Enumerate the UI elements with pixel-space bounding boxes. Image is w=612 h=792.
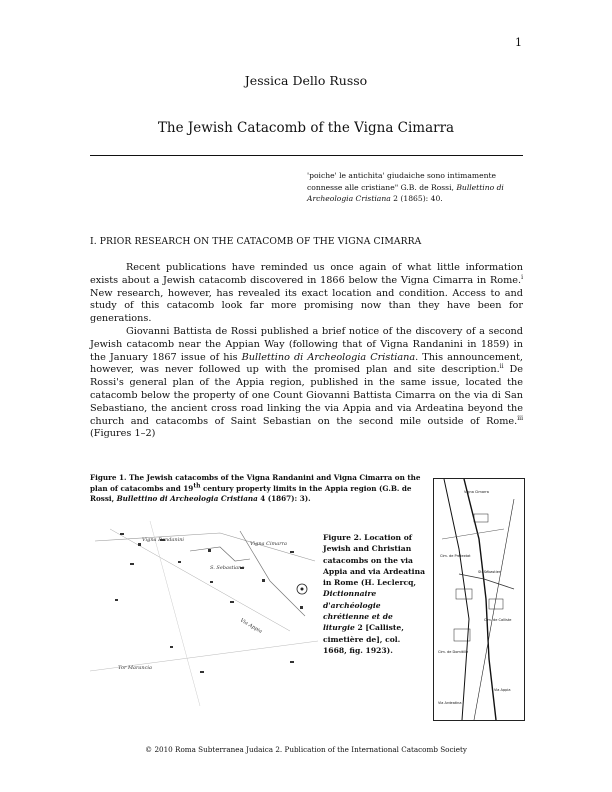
endnote-ref-iii[interactable]: iii — [517, 414, 523, 422]
figure-2-caption-journal: Dictionnaire d'archéologie chrétienne et de liturgie — [323, 589, 393, 633]
paragraph-1-text-b: New research, however, has revealed its exact location and condition. Access to and study of this catacomb look far more promising now than they have been for generations. — [90, 287, 523, 325]
figure-2-caption — [323, 532, 425, 656]
author-name: Jessica Dello Russo — [244, 73, 368, 88]
map-label-via-appia: Via Appia — [239, 617, 264, 635]
paragraph-1 — [90, 262, 523, 326]
map-label-cim-calliste: Cim. de Calliste — [484, 618, 512, 622]
map-label-vigna-randanini: Vigna Randanini — [142, 537, 185, 543]
paragraph-2-text-d: (Figures 1–2) — [90, 428, 156, 440]
page-number: 1 — [515, 36, 522, 49]
paragraph-1-text-a: Recent publications have reminded us once again of what little information exists about a Jewish catacomb discovered in 1866 below the Vigna Cimarra in Rome. — [90, 262, 523, 286]
endnote-ref-i[interactable]: i — [521, 273, 523, 281]
map-label-cim-praetextat: Cim. de Prétextat — [440, 554, 471, 558]
map-label-vigna-cimarra: Vigna Cimarra — [250, 541, 288, 547]
epigraph — [307, 170, 529, 205]
figure-2-caption-a: Figure 2. Location of Jewish and Christian catacombs on the via Appia and via Ardeatina in Rome (H. Leclercq, — [323, 533, 426, 588]
figure-2-map — [433, 478, 525, 721]
map-label-via-appia: Via Appia — [494, 688, 511, 692]
figure-1-caption-a: Figure 1. The Jewish catacombs of the Vigna Randanini and Vigna Cimarra on the plan of catacombs and 19 — [90, 473, 421, 493]
endnote-ref-ii[interactable]: ii — [499, 363, 504, 371]
figure-1-caption — [90, 473, 422, 505]
figure-1-caption-b: century property limits in the Appia region (G.B. de Rossi, — [90, 483, 412, 503]
footer-copyright: © 2010 Roma Subterranea Judaica 2. Publication of the International Catacomb Society — [144, 745, 467, 754]
map-label-cim-domitille: Cim. de Domitille — [438, 650, 469, 654]
paragraph-2-journal: Bullettino di Archeologia Cristiana — [241, 351, 416, 363]
epigraph-citation: 2 (1865): 40. — [393, 194, 443, 203]
map-label-vigna-cimarra: Vigna Cimarra — [464, 490, 489, 494]
figure-1-caption-journal: Bullettino di Archeologia Cristiana — [116, 494, 258, 503]
figure-1-map — [90, 521, 318, 706]
paragraph-2-text-a: Giovanni Battista de Rossi published a brief notice of the discovery of a second Jewish catacomb near the Appian Way (following that of Vigna Randanini in 1859) in the January 1867 issue of his — [90, 325, 523, 363]
vigna-cimarra-marker-dot — [301, 588, 304, 591]
epigraph-journal: Bullettino di Archeologia Cristiana — [307, 182, 504, 203]
map-label-via-ardeatina: Via Ardeatina — [438, 701, 462, 705]
figure-1-caption-c: 4 (1867): 3). — [257, 494, 311, 503]
map-label-s-sebastiano: S. Sebastiano — [210, 565, 245, 571]
epigraph-quote: 'poiche' le antichita' giudaiche sono intimamente connesse alle cristiane" G.B. de Rossi, — [307, 171, 497, 192]
section-heading: I. PRIOR RESEARCH ON THE CATACOMB OF THE VIGNA CIMARRA — [90, 236, 422, 247]
title-rule — [90, 155, 523, 156]
map-label-tor-marancia: Tor Marancia — [118, 665, 153, 671]
figure-2-caption-b: 2 [Calliste, cimetière de], col. 1668, fig. 1923). — [323, 623, 404, 655]
paragraph-2 — [90, 326, 523, 441]
body-text — [90, 262, 523, 441]
figure-1-caption-sup: th — [193, 482, 201, 490]
paragraph-2-text-c: De Rossi's general plan of the Appia region, published in the same issue, located the catacomb below the property of one Count Giovanni Battista Cimarra on the via di San Sebastiano, the ancient cross road linking the via Appia and via Ardeatina beyond the church and catacombs of Saint Sebastian on the second mile outside of Rome. — [90, 364, 523, 427]
paragraph-2-text-b: . This announcement, however, was never followed up with the promised plan and site description. — [90, 351, 523, 376]
map-label-st-sebastien: St. Sébastien — [478, 570, 502, 574]
paper-title: The Jewish Catacomb of the Vigna Cimarra — [157, 120, 455, 136]
